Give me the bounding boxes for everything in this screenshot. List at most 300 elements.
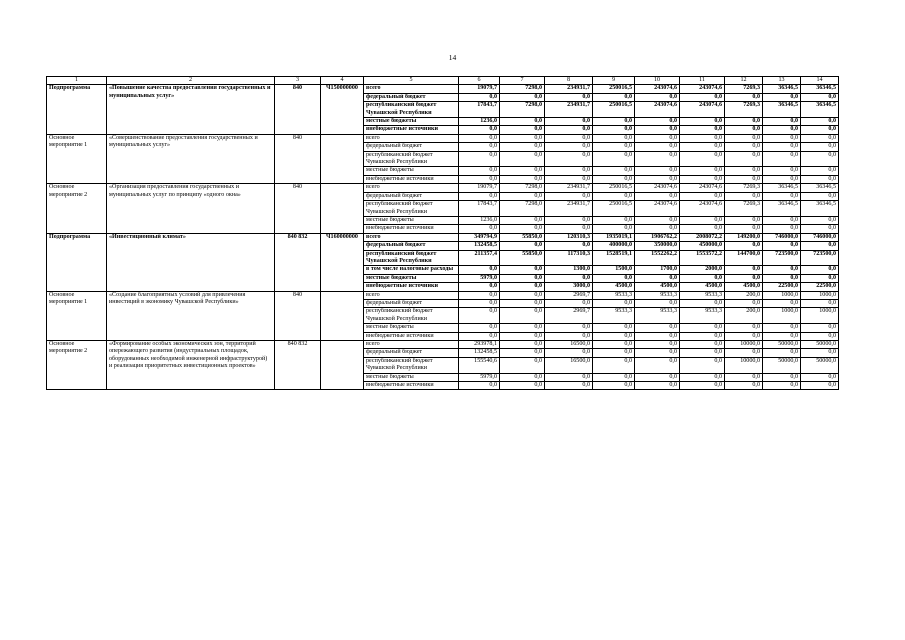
block-type: Подпрограмма	[47, 85, 107, 134]
amount-cell: 0,0	[801, 373, 839, 381]
funding-source: федеральный бюджет	[364, 143, 459, 151]
amount-cell: 1300,0	[545, 266, 593, 274]
block-grbs: 840 832	[275, 233, 321, 291]
amount-cell: 1000,0	[801, 308, 839, 324]
amount-cell: 0,0	[500, 266, 545, 274]
amount-cell: 0,0	[801, 134, 839, 142]
amount-cell: 0,0	[593, 134, 635, 142]
amount-cell: 0,0	[593, 225, 635, 233]
amount-cell: 0,0	[593, 151, 635, 167]
funding-source: внебюджетные источники	[364, 225, 459, 233]
amount-cell: 0,0	[763, 332, 801, 340]
amount-cell: 9533,3	[635, 291, 680, 299]
amount-cell: 50000,0	[763, 357, 801, 373]
amount-cell: 0,0	[763, 167, 801, 175]
table-row	[47, 85, 839, 93]
amount-cell: 0,0	[635, 332, 680, 340]
amount-cell: 7298,0	[500, 201, 545, 217]
amount-cell: 0,0	[725, 216, 763, 224]
amount-cell: 0,0	[635, 324, 680, 332]
amount-cell: 155540,6	[459, 357, 500, 373]
funding-source: всего	[364, 134, 459, 142]
budget-table	[46, 76, 839, 390]
amount-cell: 0,0	[680, 93, 725, 101]
column-number: 6	[459, 77, 500, 85]
amount-cell: 0,0	[635, 382, 680, 390]
amount-cell: 22500,0	[763, 283, 801, 291]
amount-cell: 0,0	[545, 242, 593, 250]
amount-cell: 4500,0	[680, 283, 725, 291]
funding-source: всего	[364, 233, 459, 241]
amount-cell: 36346,5	[763, 184, 801, 192]
amount-cell: 0,0	[500, 126, 545, 134]
amount-cell: 0,0	[500, 341, 545, 349]
amount-cell: 0,0	[801, 266, 839, 274]
amount-cell: 55850,0	[500, 250, 545, 266]
amount-cell: 0,0	[635, 126, 680, 134]
amount-cell: 9533,3	[680, 291, 725, 299]
amount-cell: 0,0	[680, 299, 725, 307]
amount-cell: 0,0	[500, 332, 545, 340]
amount-cell: 0,0	[500, 216, 545, 224]
amount-cell: 5979,0	[459, 373, 500, 381]
amount-cell: 132458,5	[459, 242, 500, 250]
block-grbs: 840	[275, 291, 321, 340]
amount-cell: 4500,0	[593, 283, 635, 291]
amount-cell: 0,0	[763, 274, 801, 282]
amount-cell: 250016,5	[593, 201, 635, 217]
amount-cell: 723500,0	[763, 250, 801, 266]
amount-cell: 0,0	[459, 175, 500, 183]
amount-cell: 0,0	[500, 373, 545, 381]
amount-cell: 243074,6	[680, 184, 725, 192]
amount-cell: 211357,4	[459, 250, 500, 266]
funding-source: республиканский бюджет Чувашской Республики	[364, 308, 459, 324]
amount-cell: 0,0	[763, 134, 801, 142]
block-grbs: 840 832	[275, 341, 321, 390]
amount-cell: 250016,5	[593, 102, 635, 118]
amount-cell: 0,0	[545, 225, 593, 233]
amount-cell: 243074,6	[680, 102, 725, 118]
amount-cell: 0,0	[680, 382, 725, 390]
amount-cell: 200,0	[725, 291, 763, 299]
amount-cell: 9533,3	[635, 308, 680, 324]
amount-cell: 0,0	[593, 118, 635, 126]
amount-cell: 0,0	[593, 349, 635, 357]
block-grbs: 840	[275, 184, 321, 233]
funding-source: всего	[364, 85, 459, 93]
amount-cell: 1000,0	[801, 291, 839, 299]
amount-cell: 0,0	[680, 167, 725, 175]
amount-cell: 0,0	[500, 225, 545, 233]
amount-cell: 4500,0	[635, 283, 680, 291]
amount-cell: 450000,0	[680, 242, 725, 250]
funding-source: федеральный бюджет	[364, 299, 459, 307]
amount-cell: 0,0	[635, 143, 680, 151]
amount-cell: 0,0	[635, 93, 680, 101]
amount-cell: 36346,5	[801, 102, 839, 118]
amount-cell: 50000,0	[801, 357, 839, 373]
amount-cell: 0,0	[500, 274, 545, 282]
block-code: Ч150000000	[321, 85, 364, 134]
column-number: 12	[725, 77, 763, 85]
amount-cell: 36346,5	[763, 201, 801, 217]
amount-cell: 0,0	[635, 299, 680, 307]
amount-cell: 4500,0	[725, 283, 763, 291]
amount-cell: 243074,6	[635, 184, 680, 192]
block-code	[321, 184, 364, 233]
amount-cell: 9533,3	[593, 308, 635, 324]
amount-cell: 0,0	[500, 299, 545, 307]
amount-cell: 0,0	[500, 382, 545, 390]
amount-cell: 243074,6	[680, 85, 725, 93]
amount-cell: 1553572,2	[680, 250, 725, 266]
amount-cell: 0,0	[500, 242, 545, 250]
column-number: 4	[321, 77, 364, 85]
funding-source: местные бюджеты	[364, 274, 459, 282]
amount-cell: 0,0	[545, 382, 593, 390]
amount-cell: 117310,3	[545, 250, 593, 266]
amount-cell: 0,0	[680, 357, 725, 373]
amount-cell: 0,0	[801, 225, 839, 233]
amount-cell: 55850,0	[500, 233, 545, 241]
column-number: 8	[545, 77, 593, 85]
amount-cell: 350000,0	[635, 242, 680, 250]
amount-cell: 0,0	[635, 216, 680, 224]
amount-cell: 1552262,2	[635, 250, 680, 266]
amount-cell: 0,0	[459, 126, 500, 134]
amount-cell: 0,0	[593, 216, 635, 224]
amount-cell: 234931,7	[545, 184, 593, 192]
amount-cell: 0,0	[725, 225, 763, 233]
amount-cell: 1500,0	[593, 266, 635, 274]
amount-cell: 0,0	[500, 143, 545, 151]
amount-cell: 0,0	[680, 274, 725, 282]
amount-cell: 0,0	[635, 134, 680, 142]
table-row	[47, 184, 839, 192]
amount-cell: 0,0	[635, 167, 680, 175]
amount-cell: 0,0	[459, 266, 500, 274]
column-number: 7	[500, 77, 545, 85]
amount-cell: 0,0	[593, 332, 635, 340]
amount-cell: 0,0	[459, 93, 500, 101]
block-type: Основное мероприятие 2	[47, 341, 107, 390]
amount-cell: 0,0	[459, 225, 500, 233]
amount-cell: 1906762,2	[635, 233, 680, 241]
amount-cell: 3000,0	[545, 283, 593, 291]
amount-cell: 0,0	[635, 175, 680, 183]
amount-cell: 0,0	[725, 373, 763, 381]
amount-cell: 723500,0	[801, 250, 839, 266]
amount-cell: 0,0	[763, 373, 801, 381]
column-number: 5	[364, 77, 459, 85]
block-name: «Создание благоприятных условий для привлечения инвестиций в экономику Чувашской Республики»	[107, 291, 275, 340]
amount-cell: 50000,0	[801, 341, 839, 349]
amount-cell: 7269,3	[725, 85, 763, 93]
amount-cell: 234931,7	[545, 85, 593, 93]
block-name: «Организация предоставления государственных и муниципальных услуг по принципу «одного окна»	[107, 184, 275, 233]
amount-cell: 16500,0	[545, 357, 593, 373]
block-type: Основное мероприятие 2	[47, 184, 107, 233]
amount-cell: 7298,0	[500, 85, 545, 93]
funding-source: внебюджетные источники	[364, 283, 459, 291]
funding-source: федеральный бюджет	[364, 192, 459, 200]
amount-cell: 0,0	[725, 274, 763, 282]
amount-cell: 0,0	[459, 151, 500, 167]
amount-cell: 0,0	[763, 324, 801, 332]
amount-cell: 0,0	[680, 175, 725, 183]
amount-cell: 0,0	[763, 349, 801, 357]
block-name: «Повышение качества предоставления государственных и муниципальных услуг»	[107, 85, 275, 134]
amount-cell: 0,0	[680, 349, 725, 357]
amount-cell: 0,0	[459, 134, 500, 142]
amount-cell: 0,0	[545, 299, 593, 307]
funding-source: в том числе налоговые расходы	[364, 266, 459, 274]
amount-cell: 234931,7	[545, 201, 593, 217]
amount-cell: 7298,0	[500, 102, 545, 118]
amount-cell: 0,0	[635, 341, 680, 349]
amount-cell: 0,0	[680, 332, 725, 340]
block-grbs: 840	[275, 134, 321, 183]
amount-cell: 0,0	[725, 93, 763, 101]
amount-cell: 0,0	[725, 266, 763, 274]
amount-cell: 10000,0	[725, 357, 763, 373]
amount-cell: 0,0	[725, 349, 763, 357]
amount-cell: 349794,9	[459, 233, 500, 241]
amount-cell: 0,0	[459, 143, 500, 151]
amount-cell: 0,0	[635, 274, 680, 282]
amount-cell: 0,0	[801, 126, 839, 134]
amount-cell: 0,0	[545, 126, 593, 134]
amount-cell: 132458,5	[459, 349, 500, 357]
amount-cell: 400000,0	[593, 242, 635, 250]
block-name: «Совершенствование предоставления государственных и муниципальных услуг»	[107, 134, 275, 183]
amount-cell: 0,0	[801, 242, 839, 250]
amount-cell: 17843,7	[459, 201, 500, 217]
amount-cell: 0,0	[680, 143, 725, 151]
funding-source: республиканский бюджет Чувашской Республики	[364, 102, 459, 118]
amount-cell: 0,0	[725, 192, 763, 200]
amount-cell: 0,0	[763, 225, 801, 233]
amount-cell: 0,0	[725, 143, 763, 151]
amount-cell: 1000,0	[763, 308, 801, 324]
block-code	[321, 341, 364, 390]
column-number: 1	[47, 77, 107, 85]
amount-cell: 0,0	[459, 283, 500, 291]
amount-cell: 1000,0	[763, 291, 801, 299]
table-row	[47, 134, 839, 142]
amount-cell: 0,0	[725, 118, 763, 126]
amount-cell: 0,0	[763, 192, 801, 200]
block-type: Основное мероприятие 1	[47, 291, 107, 340]
funding-source: местные бюджеты	[364, 324, 459, 332]
amount-cell: 293978,1	[459, 341, 500, 349]
amount-cell: 0,0	[593, 274, 635, 282]
amount-cell: 0,0	[545, 134, 593, 142]
column-number: 2	[107, 77, 275, 85]
amount-cell: 0,0	[500, 283, 545, 291]
amount-cell: 10000,0	[725, 341, 763, 349]
amount-cell: 0,0	[500, 167, 545, 175]
column-number: 10	[635, 77, 680, 85]
amount-cell: 0,0	[801, 332, 839, 340]
amount-cell: 2969,7	[545, 291, 593, 299]
page-number: 14	[448, 53, 457, 62]
amount-cell: 0,0	[545, 151, 593, 167]
amount-cell: 0,0	[545, 349, 593, 357]
amount-cell: 0,0	[680, 126, 725, 134]
amount-cell: 0,0	[459, 308, 500, 324]
table-row	[47, 233, 839, 241]
amount-cell: 200,0	[725, 308, 763, 324]
amount-cell: 2008072,2	[680, 233, 725, 241]
amount-cell: 0,0	[725, 167, 763, 175]
amount-cell: 0,0	[763, 266, 801, 274]
amount-cell: 0,0	[725, 299, 763, 307]
amount-cell: 0,0	[763, 216, 801, 224]
funding-source: местные бюджеты	[364, 167, 459, 175]
amount-cell: 0,0	[801, 349, 839, 357]
amount-cell: 0,0	[500, 93, 545, 101]
amount-cell: 19079,7	[459, 184, 500, 192]
amount-cell: 1236,0	[459, 216, 500, 224]
amount-cell: 0,0	[593, 143, 635, 151]
amount-cell: 0,0	[545, 216, 593, 224]
amount-cell: 22500,0	[801, 283, 839, 291]
amount-cell: 0,0	[763, 175, 801, 183]
amount-cell: 0,0	[593, 357, 635, 373]
amount-cell: 0,0	[763, 93, 801, 101]
amount-cell: 36346,5	[763, 102, 801, 118]
funding-source: всего	[364, 291, 459, 299]
funding-source: внебюджетные источники	[364, 126, 459, 134]
amount-cell: 0,0	[459, 324, 500, 332]
amount-cell: 0,0	[593, 324, 635, 332]
amount-cell: 0,0	[763, 299, 801, 307]
amount-cell: 0,0	[545, 118, 593, 126]
amount-cell: 0,0	[725, 242, 763, 250]
amount-cell: 7298,0	[500, 184, 545, 192]
block-code	[321, 134, 364, 183]
amount-cell: 0,0	[593, 192, 635, 200]
amount-cell: 0,0	[459, 192, 500, 200]
column-number: 9	[593, 77, 635, 85]
block-name: «Формирование особых экономических зон, территорий опережающего развития (индустриальных площадок, оборудованных необходимой инженерной инфраструктурой) и реализация приоритетных инвестиционных проектов»	[107, 341, 275, 390]
amount-cell: 0,0	[763, 126, 801, 134]
amount-cell: 0,0	[635, 192, 680, 200]
amount-cell: 9533,3	[680, 308, 725, 324]
amount-cell: 0,0	[500, 357, 545, 373]
amount-cell: 0,0	[500, 175, 545, 183]
funding-source: республиканский бюджет Чувашской Республики	[364, 201, 459, 217]
column-number: 3	[275, 77, 321, 85]
amount-cell: 0,0	[545, 332, 593, 340]
funding-source: всего	[364, 341, 459, 349]
block-type: Основное мероприятие 1	[47, 134, 107, 183]
amount-cell: 36346,5	[763, 85, 801, 93]
block-code: Ч160000000	[321, 233, 364, 291]
amount-cell: 0,0	[801, 151, 839, 167]
amount-cell: 0,0	[635, 373, 680, 381]
amount-cell: 0,0	[545, 175, 593, 183]
amount-cell: 0,0	[801, 324, 839, 332]
amount-cell: 0,0	[593, 175, 635, 183]
amount-cell: 0,0	[801, 274, 839, 282]
amount-cell: 7269,3	[725, 102, 763, 118]
funding-source: республиканский бюджет Чувашской Республики	[364, 357, 459, 373]
block-grbs: 840	[275, 85, 321, 134]
funding-source: федеральный бюджет	[364, 349, 459, 357]
funding-source: всего	[364, 184, 459, 192]
amount-cell: 0,0	[680, 341, 725, 349]
amount-cell: 0,0	[680, 192, 725, 200]
amount-cell: 0,0	[593, 93, 635, 101]
amount-cell: 0,0	[500, 324, 545, 332]
amount-cell: 17843,7	[459, 102, 500, 118]
amount-cell: 0,0	[545, 274, 593, 282]
amount-cell: 0,0	[500, 308, 545, 324]
amount-cell: 0,0	[459, 382, 500, 390]
amount-cell: 36346,5	[801, 184, 839, 192]
amount-cell: 0,0	[801, 93, 839, 101]
amount-cell: 0,0	[680, 118, 725, 126]
amount-cell: 0,0	[635, 349, 680, 357]
amount-cell: 0,0	[763, 151, 801, 167]
amount-cell: 0,0	[763, 242, 801, 250]
amount-cell: 0,0	[725, 126, 763, 134]
amount-cell: 0,0	[725, 332, 763, 340]
header-row	[47, 77, 839, 85]
column-number: 13	[763, 77, 801, 85]
amount-cell: 0,0	[545, 192, 593, 200]
amount-cell: 2000,0	[680, 266, 725, 274]
amount-cell: 0,0	[459, 332, 500, 340]
amount-cell: 243074,6	[635, 85, 680, 93]
amount-cell: 0,0	[635, 225, 680, 233]
amount-cell: 0,0	[680, 225, 725, 233]
amount-cell: 0,0	[680, 134, 725, 142]
amount-cell: 16500,0	[545, 341, 593, 349]
funding-source: республиканский бюджет Чувашской Республики	[364, 250, 459, 266]
amount-cell: 250016,5	[593, 184, 635, 192]
amount-cell: 0,0	[545, 143, 593, 151]
amount-cell: 746000,0	[763, 233, 801, 241]
amount-cell: 0,0	[725, 151, 763, 167]
amount-cell: 0,0	[801, 192, 839, 200]
funding-source: федеральный бюджет	[364, 242, 459, 250]
amount-cell: 0,0	[725, 175, 763, 183]
amount-cell: 19079,7	[459, 85, 500, 93]
amount-cell: 120310,3	[545, 233, 593, 241]
amount-cell: 0,0	[545, 324, 593, 332]
amount-cell: 250016,5	[593, 85, 635, 93]
funding-source: республиканский бюджет Чувашской Республики	[364, 151, 459, 167]
funding-source: местные бюджеты	[364, 373, 459, 381]
amount-cell: 0,0	[500, 349, 545, 357]
amount-cell: 746000,0	[801, 233, 839, 241]
amount-cell: 0,0	[763, 143, 801, 151]
amount-cell: 0,0	[635, 357, 680, 373]
amount-cell: 0,0	[725, 134, 763, 142]
amount-cell: 0,0	[593, 341, 635, 349]
funding-source: федеральный бюджет	[364, 93, 459, 101]
amount-cell: 0,0	[593, 167, 635, 175]
funding-source: внебюджетные источники	[364, 332, 459, 340]
amount-cell: 0,0	[593, 382, 635, 390]
amount-cell: 243074,6	[635, 102, 680, 118]
amount-cell: 0,0	[680, 324, 725, 332]
amount-cell: 0,0	[545, 93, 593, 101]
